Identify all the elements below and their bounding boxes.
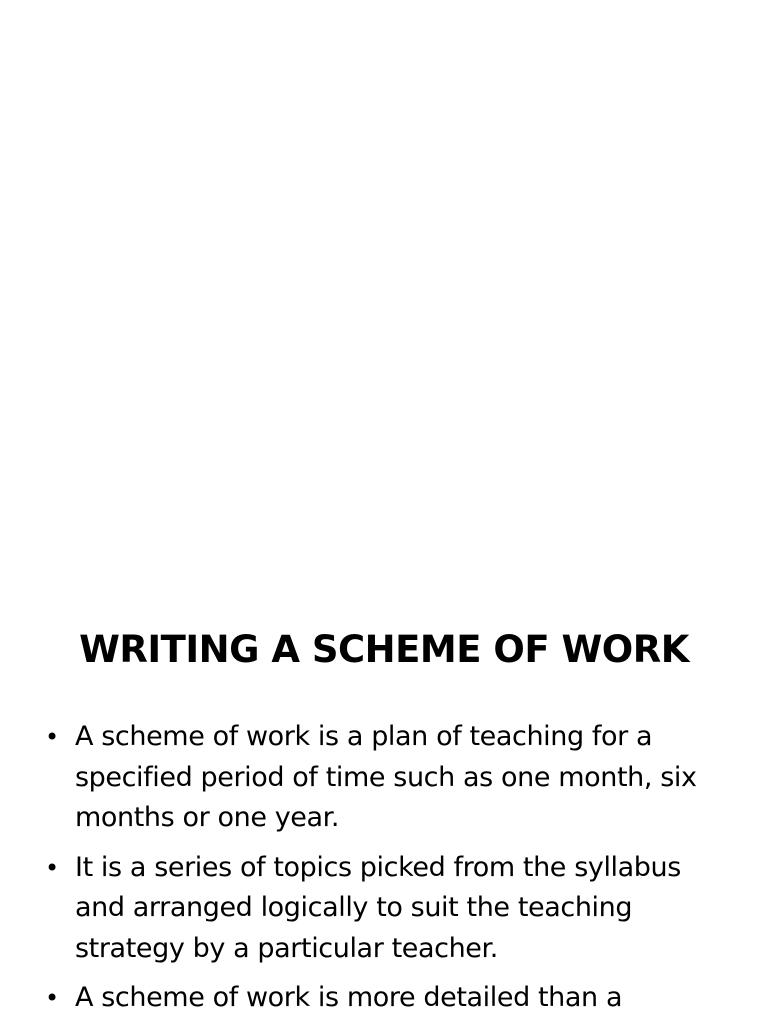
bullet-text: It is a series of topics picked from the syllabus and arranged logically to suit the teaching strategy by a particular teacher. — [75, 851, 681, 964]
bullet-icon: • — [45, 853, 59, 882]
bullet-item — [45, 717, 725, 839]
bullet-item — [45, 848, 725, 970]
bullet-text: A scheme of work is more detailed than a — [75, 982, 623, 1013]
bullet-icon: • — [45, 984, 59, 1012]
bullet-text: A scheme of work is a plan of teaching for a specified period of time such as one month, six months or one year. — [75, 721, 697, 833]
bullet-item — [45, 978, 725, 1019]
bullet-list — [45, 717, 725, 1024]
bullet-icon: • — [45, 723, 59, 751]
slide-title: WRITING A SCHEME OF WORK — [79, 628, 689, 671]
